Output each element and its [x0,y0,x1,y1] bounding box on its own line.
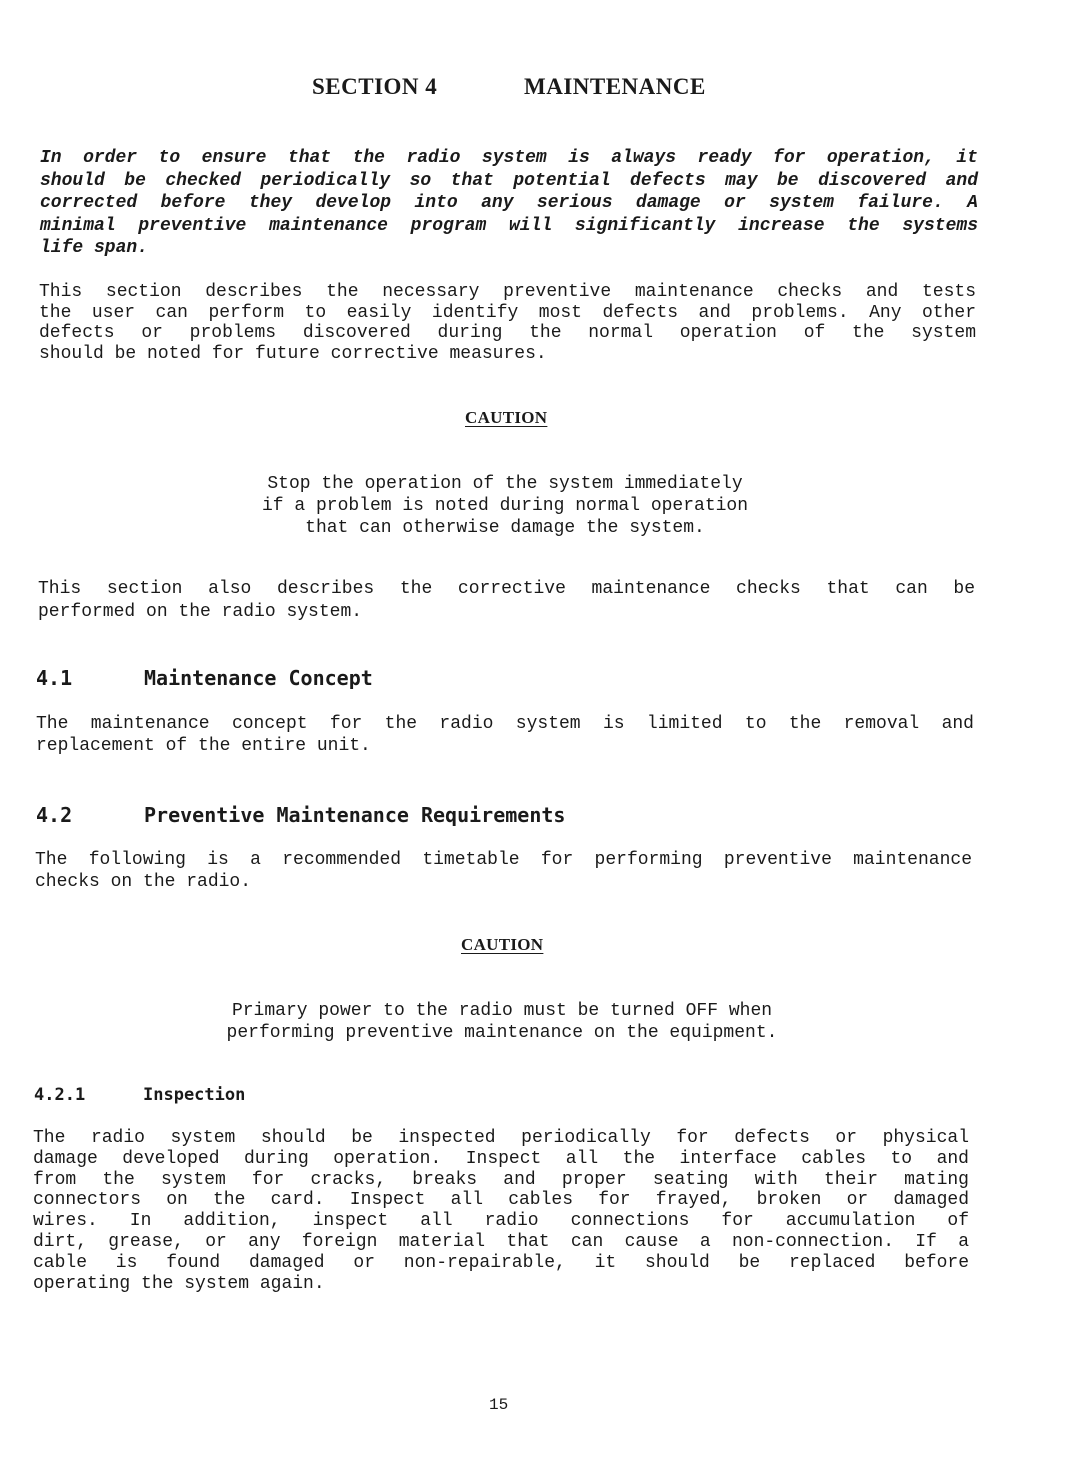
description-paragraph [39,282,976,364]
section-4-2-1-paragraph [33,1128,969,1294]
paragraph-line: replacement of the entire unit. [36,736,371,756]
paragraph-line: This section also describes the corrective maintenance checks that can be [38,579,975,599]
caution-line: Primary power to the radio must be turned OFF when [231,1001,773,1021]
page-number: 15 [489,1396,509,1414]
intro-line: minimal preventive maintenance program will significantly increase the systems [40,215,978,236]
section-title: MAINTENANCE [524,74,706,99]
paragraph-line: defects or problems discovered during the normal operation of the system [39,323,976,343]
caution-text [160,473,850,539]
section-4-2-number: 4.2 [36,803,73,827]
paragraph-line: from the system for cracks, breaks and proper seating with their mating [33,1169,969,1190]
section-4-2-title: Preventive Maintenance Requirements [144,803,566,827]
caution-line: if a problem is noted during normal operation [261,496,749,516]
paragraph-line: damage developed during operation. Inspect all the interface cables to and [33,1148,969,1169]
caution-line: Stop the operation of the system immediately [267,474,743,494]
paragraph-line: dirt, grease, or any foreign material that can cause a non-connection. If a [33,1231,969,1252]
paragraph-line: performed on the radio system. [38,602,363,622]
corrective-paragraph [38,578,975,624]
paragraph-line: should be noted for future corrective measures. [39,343,547,364]
intro-line: In order to ensure that the radio system is always ready for operation, it [40,148,978,168]
section-4-1-title: Maintenance Concept [144,666,373,690]
intro-paragraph [40,147,978,260]
section-4-1-number: 4.1 [36,666,73,690]
section-4-1-paragraph [36,713,974,757]
paragraph-line: The radio system should be inspected periodically for defects or physical [33,1128,969,1148]
section-4-2-paragraph [35,849,972,893]
caution-line: performing preventive maintenance on the equipment. [226,1023,778,1043]
caution-text [160,1000,844,1044]
paragraph-line: operating the system again. [33,1273,325,1294]
intro-line: corrected before they develop into any serious damage or system failure. A [40,193,978,213]
section-4-2-1-number: 4.2.1 [34,1085,86,1105]
paragraph-line: wires. In addition, inspect all radio connections for accumulation of [33,1211,969,1232]
section-number: SECTION 4 [312,74,438,99]
paragraph-line: The maintenance concept for the radio system is limited to the removal and [36,714,974,734]
paragraph-line: connectors on the card. Inspect all cables for frayed, broken or damaged [33,1190,969,1211]
paragraph-line: The following is a recommended timetable for performing preventive maintenance [35,850,972,870]
intro-line: should be checked periodically so that potential defects may be discovered and [40,170,978,191]
caution-label: CAUTION [461,935,544,954]
caution-line: that can otherwise damage the system. [305,518,705,538]
paragraph-line: This section describes the necessary preventive maintenance checks and tests [39,282,976,302]
paragraph-line: the user can perform to easily identify most defects and problems. Any other [39,302,976,323]
paragraph-line: checks on the radio. [35,872,252,892]
paragraph-line: cable is found damaged or non-repairable, it should be replaced before [33,1252,969,1273]
caution-label: CAUTION [465,408,548,427]
section-4-2-1-title: Inspection [143,1085,246,1105]
intro-line: life span. [40,238,149,258]
